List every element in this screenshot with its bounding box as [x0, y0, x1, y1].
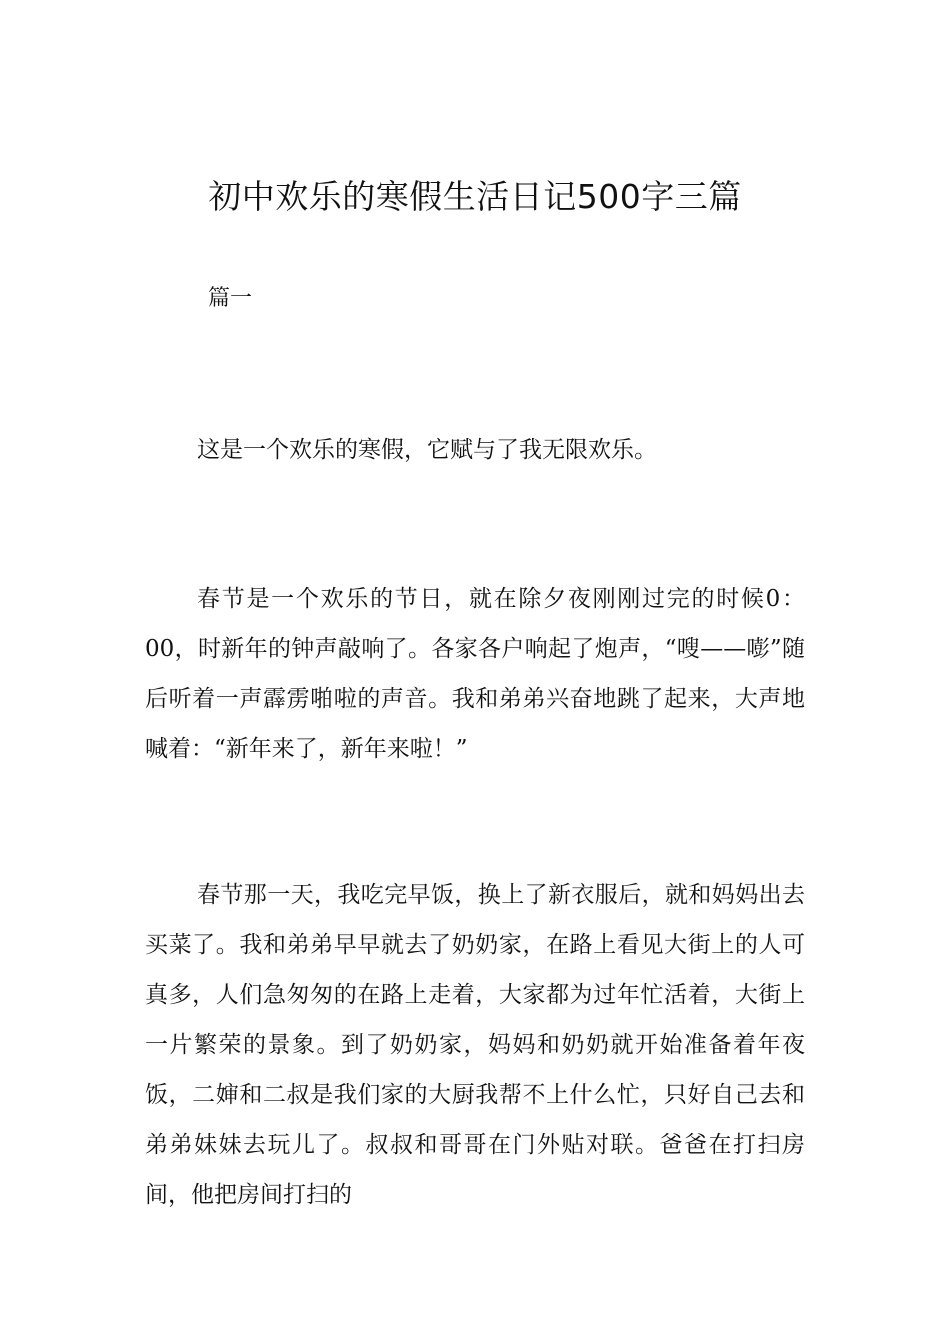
paragraph-3: 春节那一天，我吃完早饭，换上了新衣服后，就和妈妈出去买菜了。我和弟弟早早就去了奶奶家，在路上看见大街上的人可真多，人们急匆匆的在路上走着，大家都为过年忙活着，大街上一片繁荣的景象。到了奶奶家，妈妈和奶奶就开始准备着年夜饭，二婶和二叔是我们家的大厨我帮不上什么忙，只好自己去和弟弟妹妹去玩儿了。叔叔和哥哥在门外贴对联。爸爸在打扫房间，他把房间打扫的	[145, 882, 805, 1208]
document-title: 初中欢乐的寒假生活日记500字三篇	[208, 177, 742, 216]
section-label: 篇一	[208, 286, 253, 311]
paragraph-2: 春节是一个欢乐的节日，就在除夕夜刚刚过完的时候0：00，时新年的钟声敲响了。各家各户响起了炮声，“嗖——嘭”随后听着一声霹雳啪啦的声音。我和弟弟兴奋地跳了起来，大声地喊着：“新年来了，新年来啦！”	[145, 586, 805, 762]
paragraph-1: 这是一个欢乐的寒假，它赋与了我无限欢乐。	[197, 437, 657, 463]
